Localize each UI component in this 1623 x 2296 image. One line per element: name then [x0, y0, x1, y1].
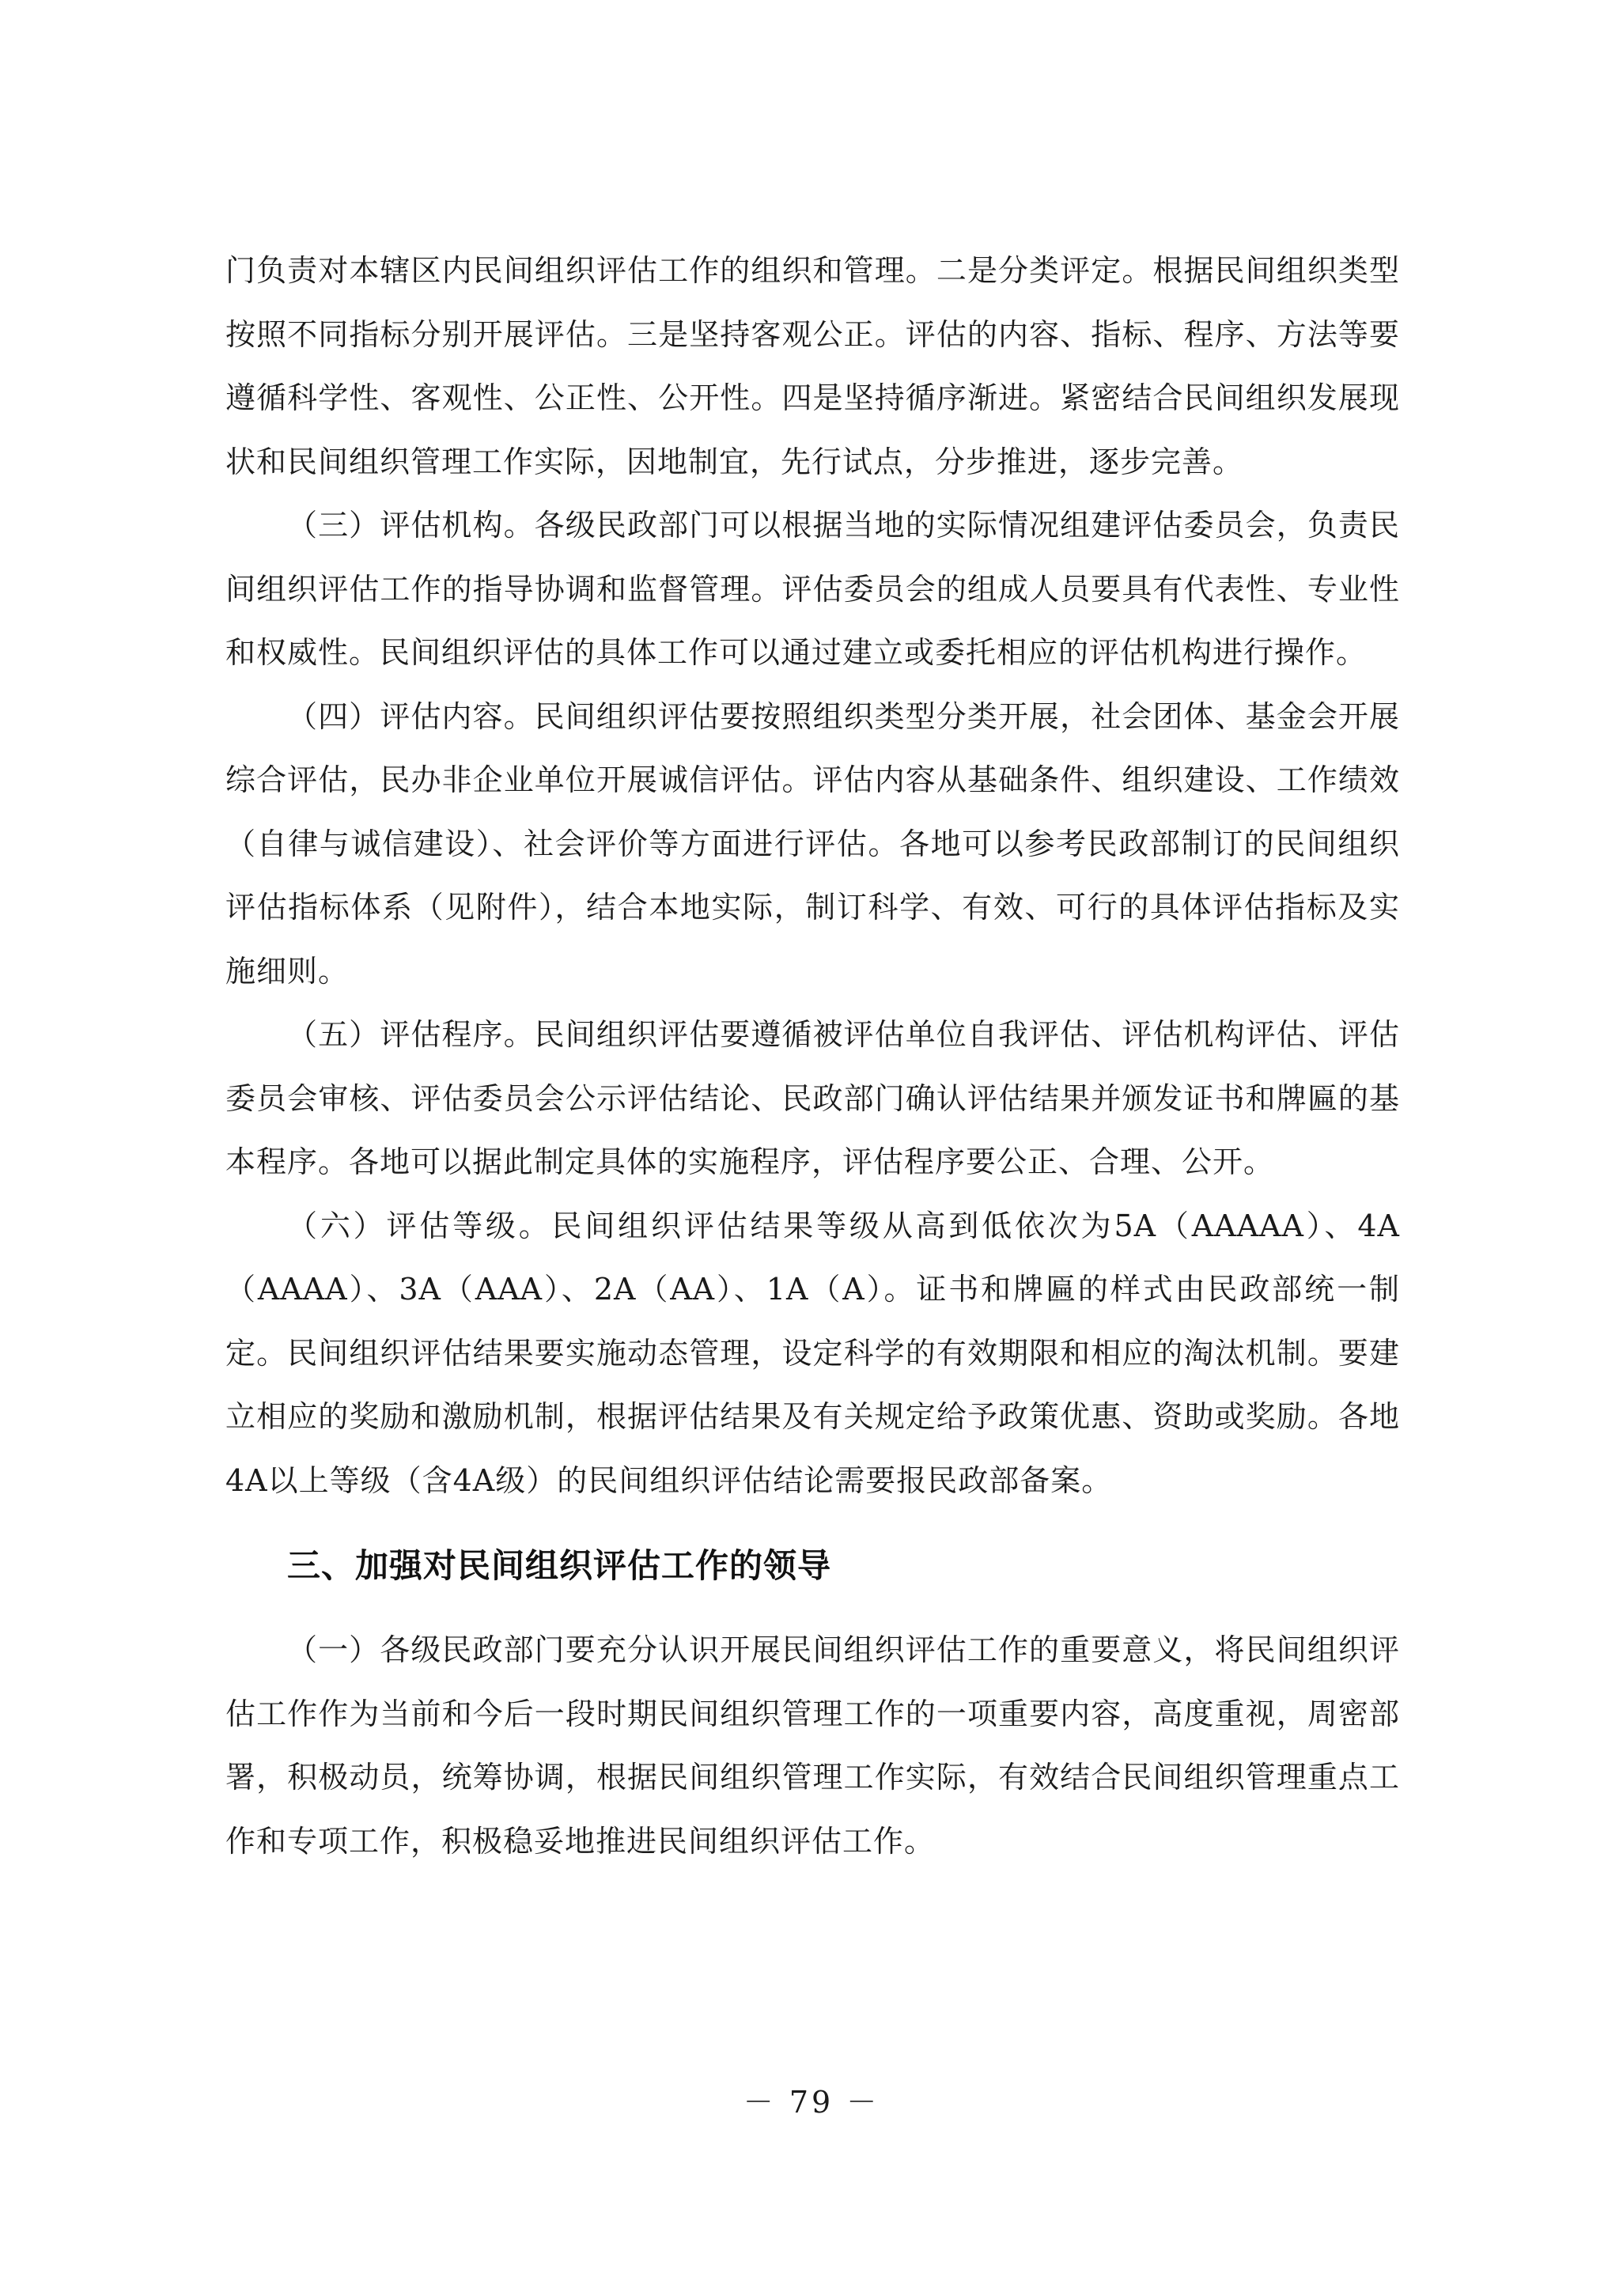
paragraph-evaluation-grades: （六）评估等级。民间组织评估结果等级从高到低依次为5A（AAAAA）、4A（AAAA）、3A（AAA）、2A（AA）、1A（A）。证书和牌匾的样式由民政部统一制定。民间组织评估结果要实施动态管理，设定科学的有效期限和相应的淘汰机制。要建立相应的奖励和激励机制，根据评估结果及有关规定给予政策优惠、资助或奖励。各地4A以上等级（含4A级）的民间组织评估结论需要报民政部备案。: [225, 1208, 1400, 1498]
paragraph-continuation: 门负责对本辖区内民间组织评估工作的组织和管理。二是分类评定。根据民间组织类型按照不同指标分别开展评估。三是坚持客观公正。评估的内容、指标、程序、方法等要遵循科学性、客观性、公正性、公开性。四是坚持循序渐进。紧密结合民间组织发展现状和民间组织管理工作实际，因地制宜，先行试点，分步推进，逐步完善。: [225, 253, 1400, 479]
paragraph-leadership-1: （一）各级民政部门要充分认识开展民间组织评估工作的重要意义，将民间组织评估工作作为当前和今后一段时期民间组织管理工作的一项重要内容，高度重视，周密部署，积极动员，统筹协调，根据民间组织管理工作实际，有效结合民间组织管理重点工作和专项工作，积极稳妥地推进民间组织评估工作。: [225, 1632, 1400, 1859]
paragraph-evaluation-agency: （三）评估机构。各级民政部门可以根据当地的实际情况组建评估委员会，负责民间组织评估工作的指导协调和监督管理。评估委员会的组成人员要具有代表性、专业性和权威性。民间组织评估的具体工作可以通过建立或委托相应的评估机构进行操作。: [225, 508, 1400, 670]
page-number: － 79 －: [743, 2085, 880, 2120]
section-heading: 三、加强对民间组织评估工作的领导: [287, 1546, 832, 1585]
document-body: [225, 239, 1400, 1873]
paragraph-evaluation-content: （四）评估内容。民间组织评估要按照组织类型分类开展，社会团体、基金会开展综合评估，民办非企业单位开展诚信评估。评估内容从基础条件、组织建设、工作绩效（自律与诚信建设）、社会评价等方面进行评估。各地可以参考民政部制订的民间组织评估指标体系（见附件），结合本地实际，制订科学、有效、可行的具体评估指标及实施细则。: [225, 698, 1400, 989]
paragraph-evaluation-procedure: （五）评估程序。民间组织评估要遵循被评估单位自我评估、评估机构评估、评估委员会审核、评估委员会公示评估结论、民政部门确认评估结果并颁发证书和牌匾的基本程序。各地可以据此制定具体的实施程序，评估程序要公正、合理、公开。: [225, 1017, 1400, 1179]
